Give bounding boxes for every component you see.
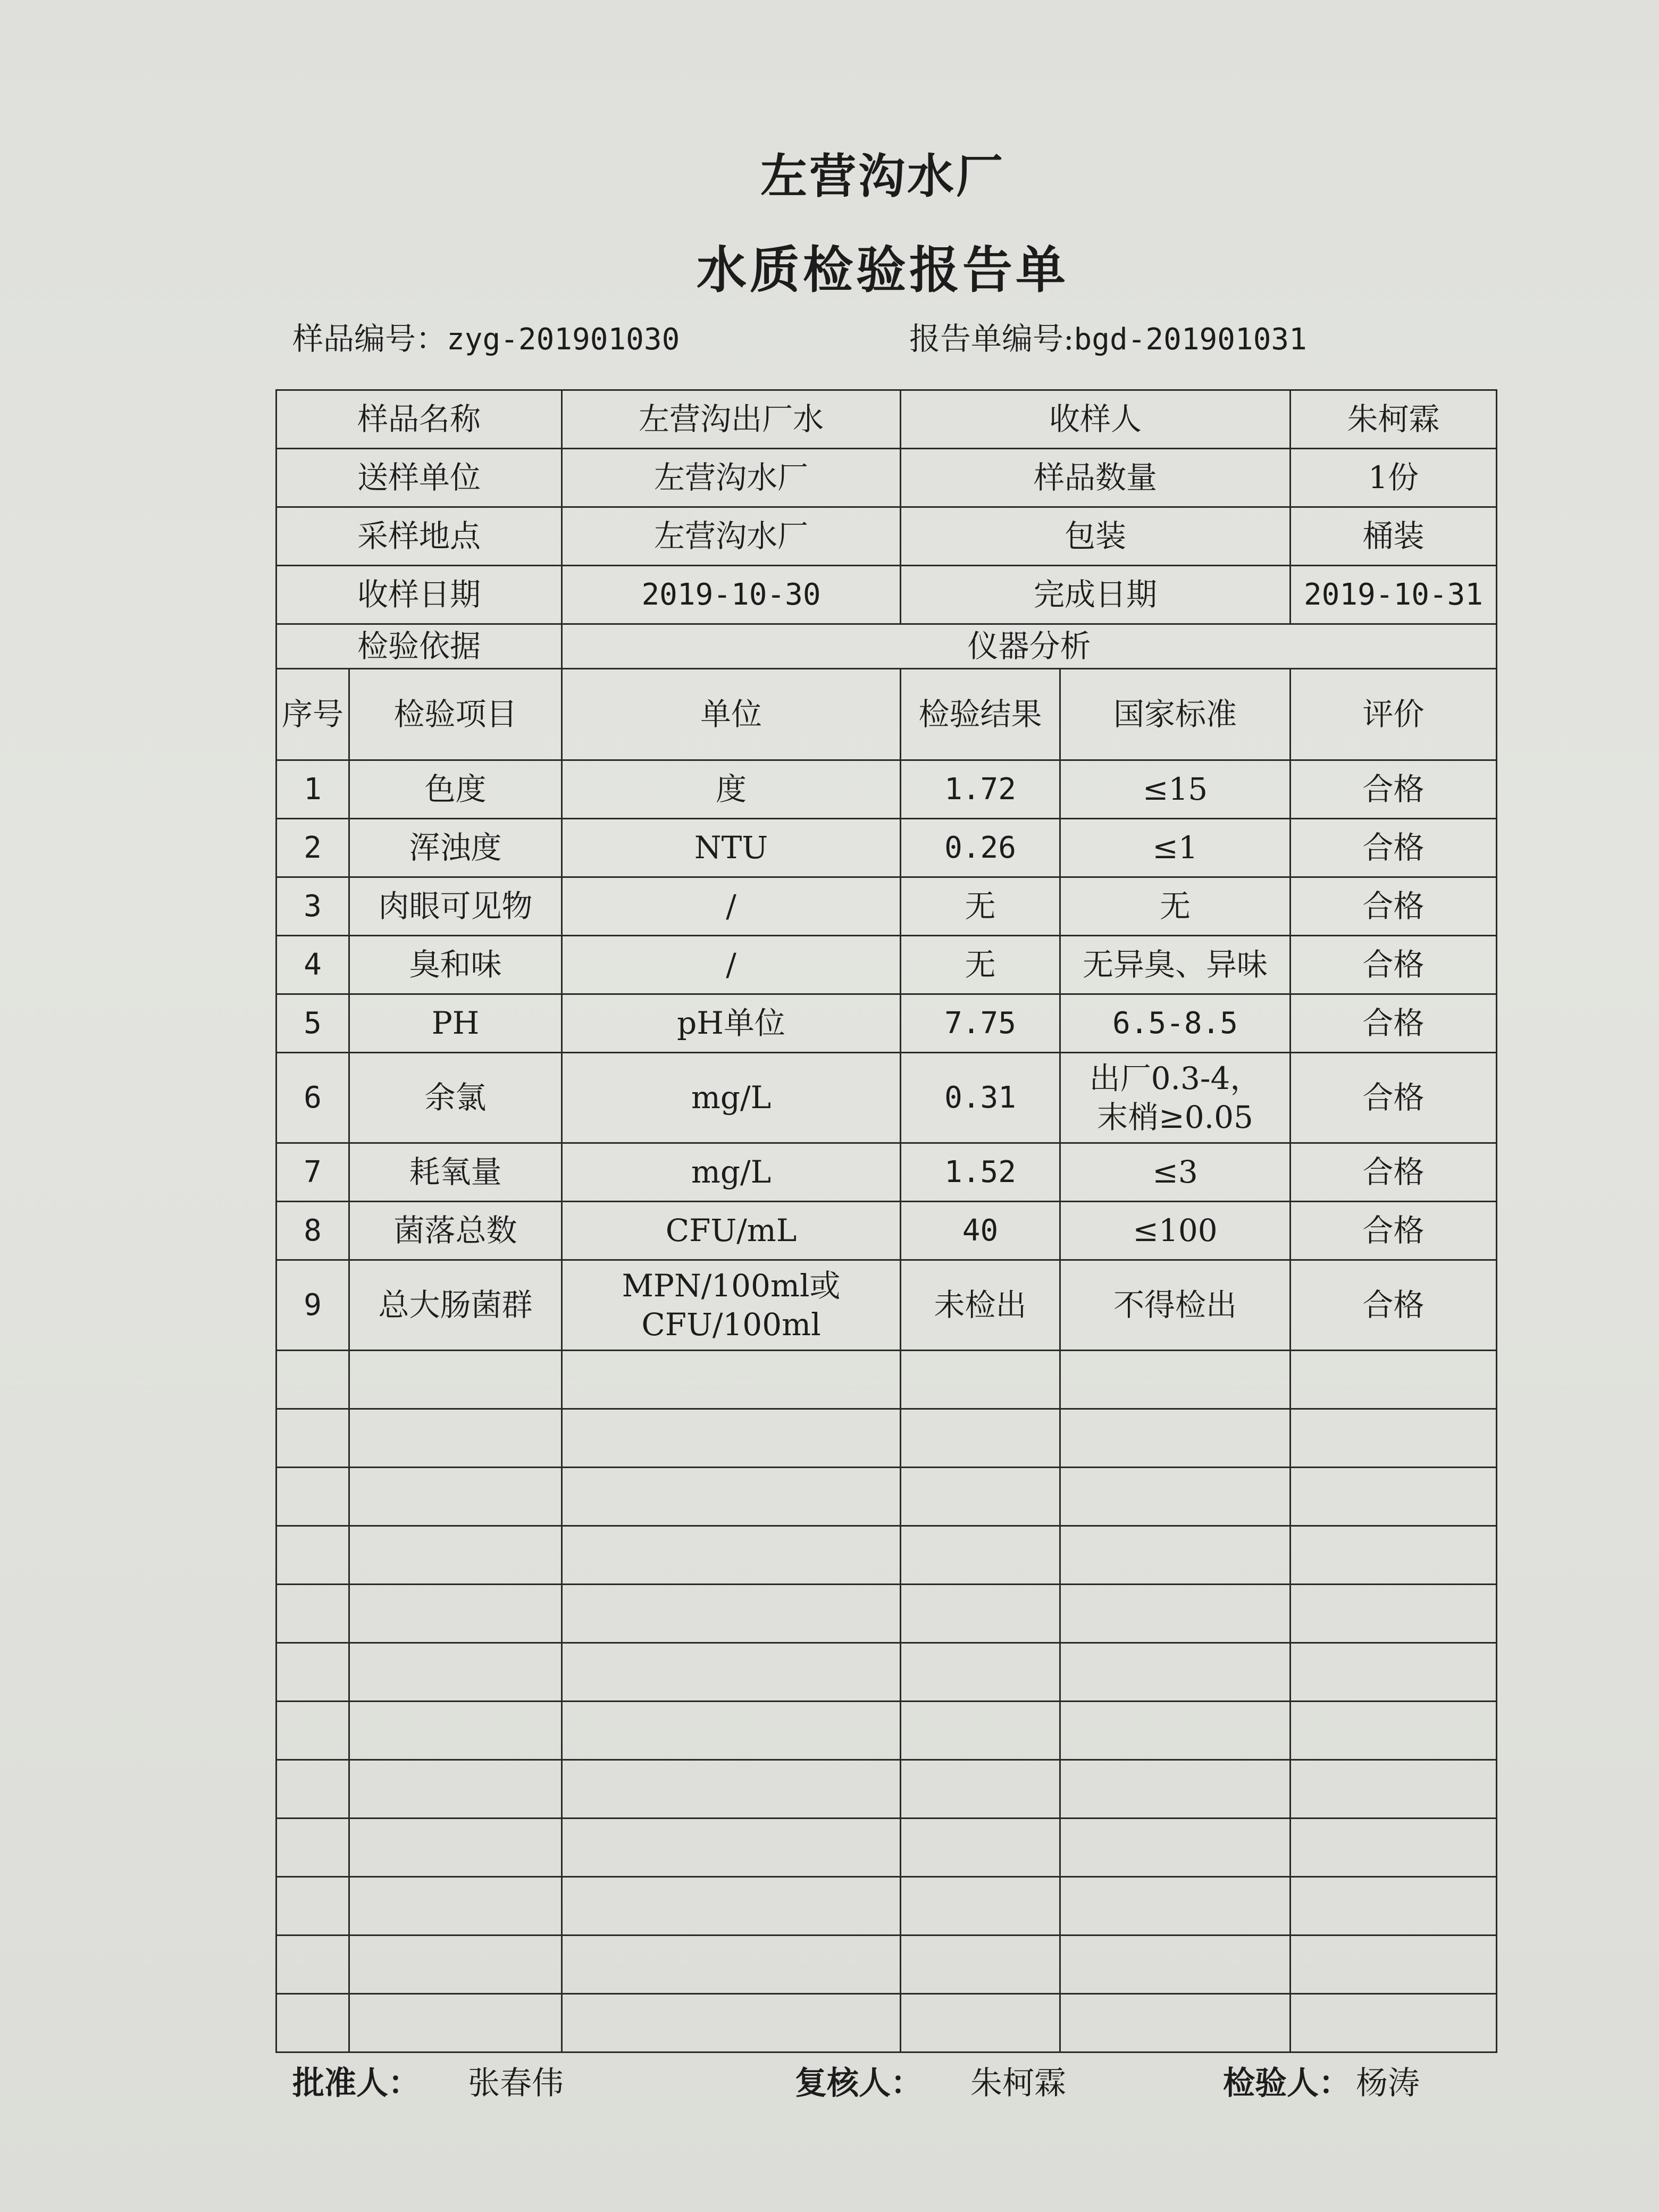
empty-row (276, 1351, 1497, 1409)
empty-row (276, 1877, 1497, 1936)
cell-seq: 6 (276, 1053, 349, 1143)
cell-result: 无 (901, 877, 1060, 936)
column-header: 评价 (1291, 669, 1497, 760)
cell-standard: ≤1 (1060, 819, 1291, 877)
table-row (276, 1143, 1497, 1202)
cell-result: 0.31 (901, 1053, 1060, 1143)
empty-row (276, 1585, 1497, 1643)
cell-standard: 无 (1060, 877, 1291, 936)
info-label: 收样日期 (276, 566, 562, 624)
empty-row (276, 1760, 1497, 1819)
cell-item: 色度 (349, 760, 562, 819)
cell-evaluation: 合格 (1291, 760, 1497, 819)
report-number (909, 314, 1307, 358)
table-row (276, 1202, 1497, 1260)
reviewer-name: 朱柯霖 (970, 2065, 1066, 2102)
column-header: 检验结果 (901, 669, 1060, 760)
table-row (276, 760, 1497, 819)
cell-item: PH (349, 994, 562, 1053)
sample-number (292, 314, 680, 358)
cell-result: 未检出 (901, 1260, 1060, 1351)
cell-result: 1.52 (901, 1143, 1060, 1202)
cell-item: 耗氧量 (349, 1143, 562, 1202)
empty-row (276, 1936, 1497, 1994)
approver-label: 批准人： (292, 2065, 420, 2102)
table-row (276, 936, 1497, 994)
cell-result: 40 (901, 1202, 1060, 1260)
cell-seq: 2 (276, 819, 349, 877)
cell-item: 肉眼可见物 (349, 877, 562, 936)
table-row (276, 1260, 1497, 1351)
info-value: 左营沟水厂 (562, 449, 901, 507)
cell-seq: 5 (276, 994, 349, 1053)
sample-number-value: zyg-201901030 (447, 322, 680, 357)
approver (292, 2058, 564, 2104)
empty-row (276, 1468, 1497, 1526)
empty-row (276, 1526, 1497, 1585)
info-row (276, 566, 1497, 624)
cell-unit: 度 (562, 760, 901, 819)
cell-item: 总大肠菌群 (349, 1260, 562, 1351)
cell-evaluation: 合格 (1291, 819, 1497, 877)
cell-standard: 6.5-8.5 (1060, 994, 1291, 1053)
cell-evaluation: 合格 (1291, 994, 1497, 1053)
empty-row (276, 1819, 1497, 1877)
cell-unit: NTU (562, 819, 901, 877)
info-value: 左营沟出厂水 (562, 390, 901, 449)
table-row (276, 1053, 1497, 1143)
info-row (276, 624, 1497, 669)
column-header: 单位 (562, 669, 901, 760)
empty-row (276, 1409, 1497, 1468)
cell-evaluation: 合格 (1291, 877, 1497, 936)
cell-item: 浑浊度 (349, 819, 562, 877)
cell-seq: 3 (276, 877, 349, 936)
info-row (276, 507, 1497, 566)
info-value: 仪器分析 (562, 624, 1497, 669)
cell-evaluation: 合格 (1291, 936, 1497, 994)
info-label: 包装 (901, 507, 1291, 566)
cell-standard: 出厂0.3-4，末梢≥0.05 (1060, 1053, 1291, 1143)
empty-row (276, 1994, 1497, 2052)
table-row (276, 819, 1497, 877)
report-title: 水质检验报告单 (696, 241, 1069, 299)
cell-seq: 8 (276, 1202, 349, 1260)
cell-result: 0.26 (901, 819, 1060, 877)
info-label: 收样人 (901, 390, 1291, 449)
reviewer (795, 2058, 1066, 2104)
info-value: 桶装 (1291, 507, 1497, 566)
info-label: 采样地点 (276, 507, 562, 566)
approver-name: 张春伟 (468, 2065, 564, 2102)
cell-item: 菌落总数 (349, 1202, 562, 1260)
empty-row (276, 1643, 1497, 1702)
column-header: 国家标准 (1060, 669, 1291, 760)
info-label: 完成日期 (901, 566, 1291, 624)
inspector-label: 检验人： (1223, 2065, 1351, 2102)
column-header: 检验项目 (349, 669, 562, 760)
column-header-row (276, 669, 1497, 760)
cell-seq: 1 (276, 760, 349, 819)
cell-standard: ≤3 (1060, 1143, 1291, 1202)
org-title: 左营沟水厂 (760, 148, 1005, 204)
cell-seq: 9 (276, 1260, 349, 1351)
info-label: 样品数量 (901, 449, 1291, 507)
info-label: 送样单位 (276, 449, 562, 507)
cell-unit: MPN/100ml或CFU/100ml (562, 1260, 901, 1351)
info-value: 2019-10-30 (562, 566, 901, 624)
info-value: 2019-10-31 (1291, 566, 1497, 624)
cell-unit: / (562, 877, 901, 936)
info-value: 1份 (1291, 449, 1497, 507)
info-label: 检验依据 (276, 624, 562, 669)
cell-seq: 7 (276, 1143, 349, 1202)
table-row (276, 994, 1497, 1053)
sample-number-label: 样品编号： (292, 321, 447, 357)
info-row (276, 449, 1497, 507)
info-value: 左营沟水厂 (562, 507, 901, 566)
cell-unit: mg/L (562, 1053, 901, 1143)
cell-standard: ≤100 (1060, 1202, 1291, 1260)
inspector (1223, 2058, 1420, 2104)
cell-unit: mg/L (562, 1143, 901, 1202)
cell-unit: / (562, 936, 901, 994)
cell-evaluation: 合格 (1291, 1202, 1497, 1260)
column-header: 序号 (276, 669, 349, 760)
cell-standard: 不得检出 (1060, 1260, 1291, 1351)
cell-item: 臭和味 (349, 936, 562, 994)
info-row (276, 390, 1497, 449)
reviewer-label: 复核人： (795, 2065, 923, 2102)
report-number-label: 报告单编号: (909, 321, 1074, 357)
report-number-value: bgd-201901031 (1074, 322, 1307, 357)
cell-unit: CFU/mL (562, 1202, 901, 1260)
cell-seq: 4 (276, 936, 349, 994)
cell-result: 1.72 (901, 760, 1060, 819)
cell-item: 余氯 (349, 1053, 562, 1143)
cell-result: 7.75 (901, 994, 1060, 1053)
cell-evaluation: 合格 (1291, 1260, 1497, 1351)
cell-result: 无 (901, 936, 1060, 994)
cell-evaluation: 合格 (1291, 1143, 1497, 1202)
cell-evaluation: 合格 (1291, 1053, 1497, 1143)
empty-row (276, 1702, 1497, 1760)
report-table (275, 389, 1497, 2053)
inspector-name: 杨涛 (1356, 2065, 1420, 2102)
cell-standard: ≤15 (1060, 760, 1291, 819)
table-row (276, 877, 1497, 936)
cell-standard: 无异臭、异味 (1060, 936, 1291, 994)
info-label: 样品名称 (276, 390, 562, 449)
info-value: 朱柯霖 (1291, 390, 1497, 449)
cell-unit: pH单位 (562, 994, 901, 1053)
